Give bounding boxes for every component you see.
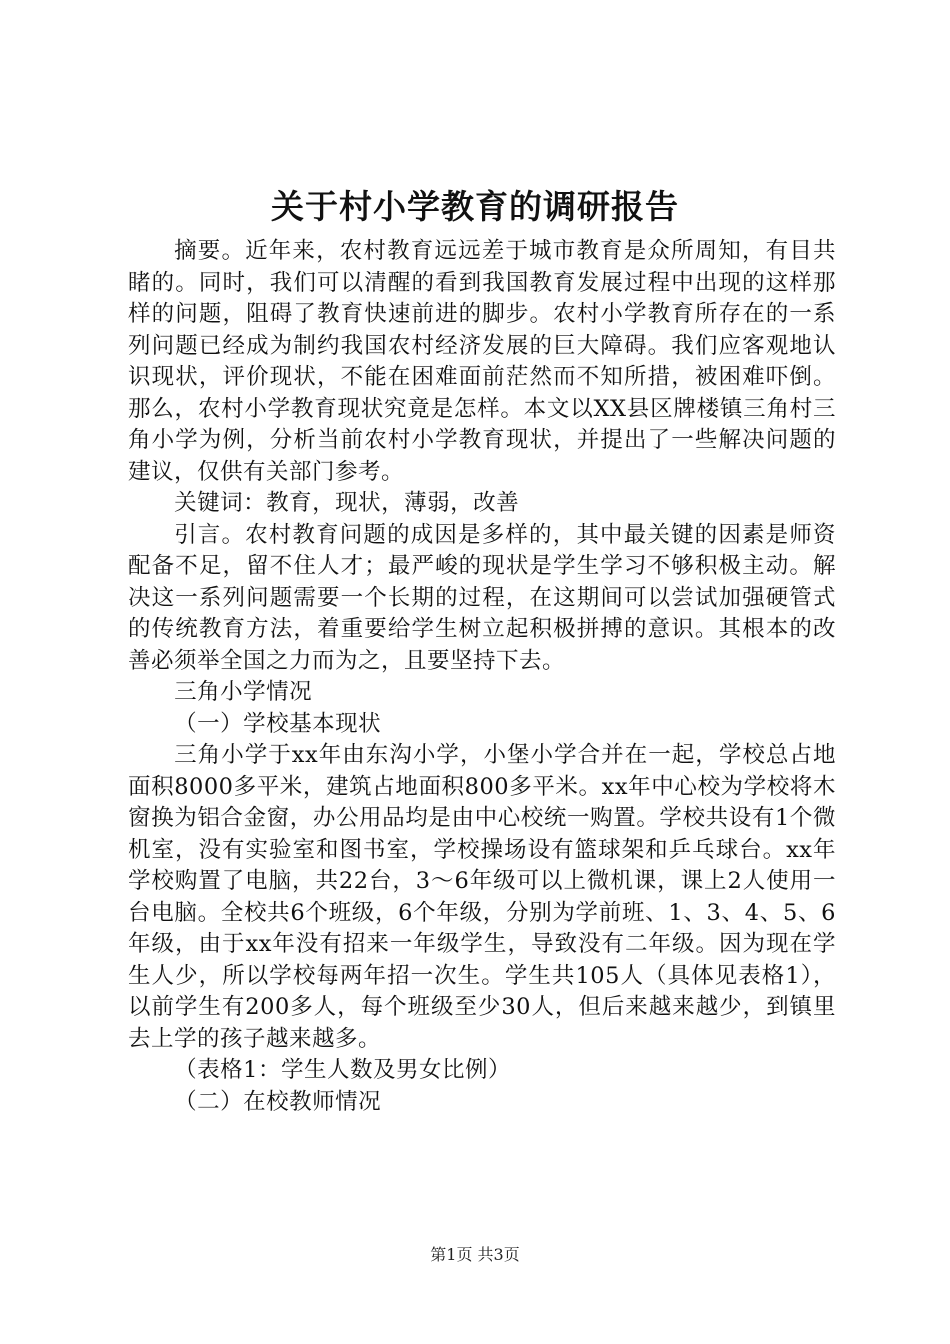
section-heading: 三角小学情况 bbox=[174, 679, 313, 705]
introduction-paragraph: 引言。农村教育问题的成因是多样的，其中最关键的因素是师资配备不足，留不住人才；最严峻的现状是学生学习不够积极主动。解决这一系列问题需要一个长期的过程，在这期间可以尝试加强硬管式的传统教育方法，着重要给学生树立起积极拼搏的意识。其根本的改善必须举全国之力而为之，且要坚持下去。 bbox=[128, 521, 836, 674]
abstract-paragraph: 摘要。近年来，农村教育远远差于城市教育是众所周知，有目共睹的。同时，我们可以清醒的看到我国教育发展过程中出现的这样那样的问题，阻碍了教育快速前进的脚步。农村小学教育所存在的一系列问题已经成为制约我国农村经济发展的巨大障碍。我们应客观地认识现状，评价现状，不能在困难面前茫然而不知所措，被困难吓倒。那么，农村小学教育现状究竟是怎样。本文以XX县区牌楼镇三角村三角小学为例，分析当前农村小学教育现状，并提出了一些解决问题的建议，仅供有关部门参考。 bbox=[128, 238, 836, 485]
page-number: 第1页 共3页 bbox=[430, 1245, 520, 1264]
keywords-paragraph: 关键词：教育，现状，薄弱，改善 bbox=[174, 490, 520, 516]
school-status-paragraph: 三角小学于xx年由东沟小学，小堡小学合并在一起，学校总占地面积8000多平米，建筑占地面积800多平米。xx年中心校为学校将木窗换为铝合金窗，办公用品均是由中心校统一购置。学校共设有1个微机室，没有实验室和图书室，学校操场设有篮球架和乒乓球台。xx年学校购置了电脑，共22台，3～6年级可以上微机课，课上2人使用一台电脑。全校共6个班级，6个年级，分别为学前班、1、3、4、5、6年级，由于xx年没有招来一年级学生，导致没有二年级。因为现在学生人少，所以学校每两年招一次生。学生共105人（具体见表格1），以前学生有200多人，每个班级至少30人，但后来越来越少，到镇里去上学的孩子越来越多。 bbox=[128, 742, 836, 1052]
document-title: 关于村小学教育的调研报告 bbox=[271, 187, 679, 226]
subsection-heading: （二）在校教师情况 bbox=[174, 1088, 382, 1115]
subsection-heading: （一）学校基本现状 bbox=[174, 710, 382, 737]
table-caption: （表格1：学生人数及男女比例） bbox=[174, 1057, 511, 1083]
document-body bbox=[128, 236, 836, 1118]
